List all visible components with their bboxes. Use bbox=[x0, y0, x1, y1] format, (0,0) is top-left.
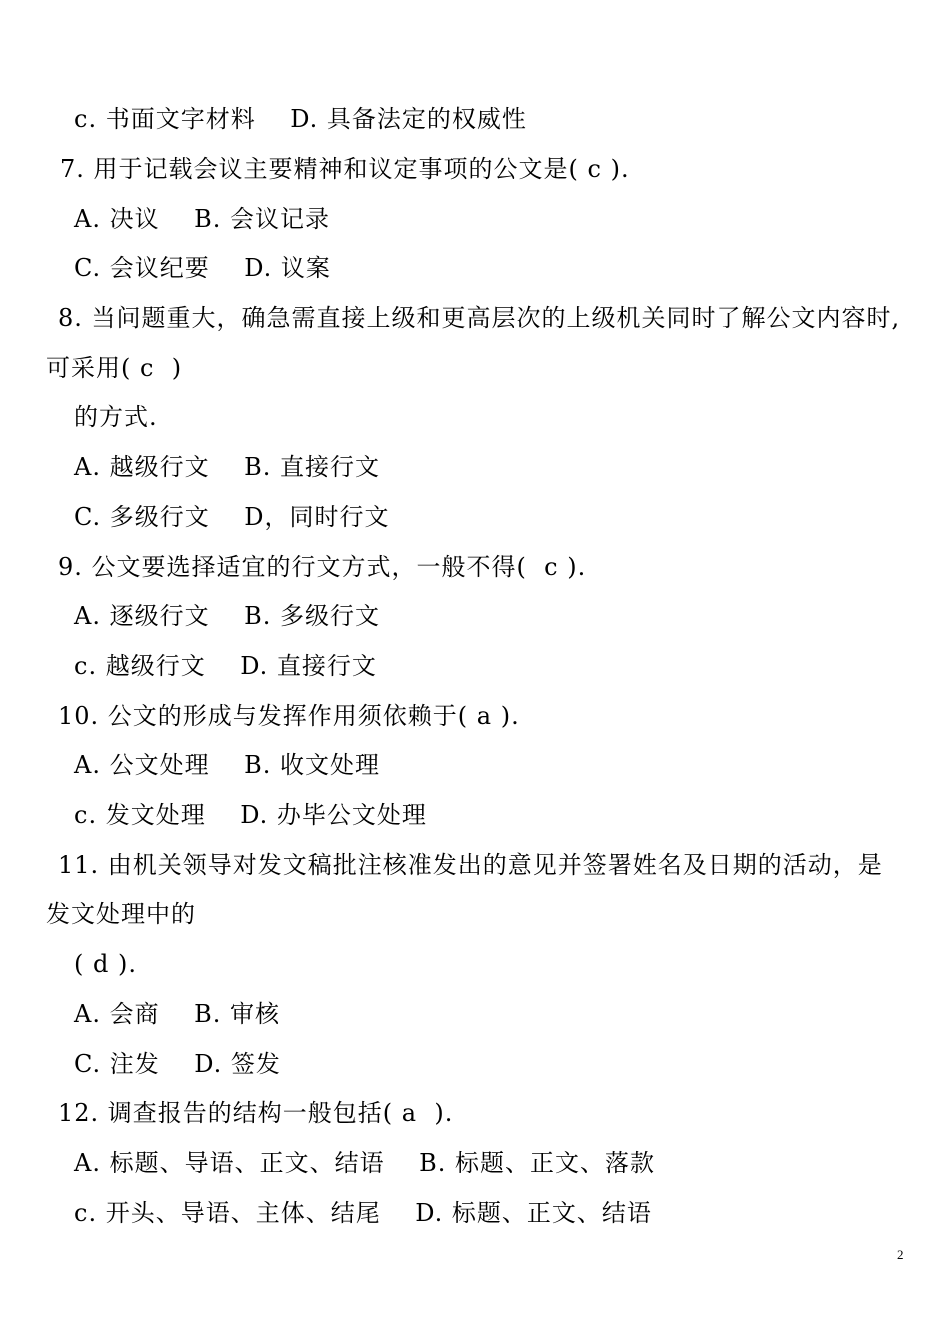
option-line: A. 标题、导语、正文、结语 B. 标题、正文、落款 bbox=[74, 1149, 655, 1177]
option-line: A. 逐级行文 B. 多级行文 bbox=[74, 602, 380, 630]
page-number: 2 bbox=[897, 1247, 904, 1262]
text-line: ( d ). bbox=[74, 950, 137, 978]
option-line: C. 多级行文 D，同时行文 bbox=[74, 503, 390, 531]
option-line: c. 开头、导语、主体、结尾 D. 标题、正文、结语 bbox=[74, 1199, 652, 1227]
question-line: 8. 当问题重大，确急需直接上级和更高层次的上级机关同时了解公文内容时, bbox=[58, 304, 901, 332]
option-line: C. 注发 D. 签发 bbox=[74, 1050, 281, 1078]
option-line: A. 越级行文 B. 直接行文 bbox=[74, 453, 380, 481]
question-line: 11. 由机关领导对发文稿批注核准发出的意见并签署姓名及日期的活动，是 bbox=[58, 851, 883, 879]
option-line: A. 会商 B. 审核 bbox=[74, 1000, 280, 1028]
option-line: C. 会议纪要 D. 议案 bbox=[74, 254, 331, 282]
text-line: c. 书面文字材料 D. 具备法定的权威性 bbox=[74, 105, 527, 133]
option-line: c. 发文处理 D. 办毕公文处理 bbox=[74, 801, 427, 829]
question-line: 9. 公文要选择适宜的行文方式，一般不得( c ). bbox=[58, 553, 587, 581]
option-line: c. 越级行文 D. 直接行文 bbox=[74, 652, 377, 680]
text-line: 的方式. bbox=[74, 403, 158, 431]
question-line: 10. 公文的形成与发挥作用须依赖于( a ). bbox=[58, 702, 520, 730]
text-line: 可采用( c ) bbox=[46, 354, 183, 382]
text-line: 发文处理中的 bbox=[46, 900, 196, 928]
option-line: A. 决议 B. 会议记录 bbox=[74, 205, 330, 233]
question-line: 12. 调查报告的结构一般包括( a ). bbox=[58, 1099, 454, 1127]
option-line: A. 公文处理 B. 收文处理 bbox=[74, 751, 380, 779]
question-line: 7. 用于记载会议主要精神和议定事项的公文是( c ). bbox=[60, 155, 630, 183]
